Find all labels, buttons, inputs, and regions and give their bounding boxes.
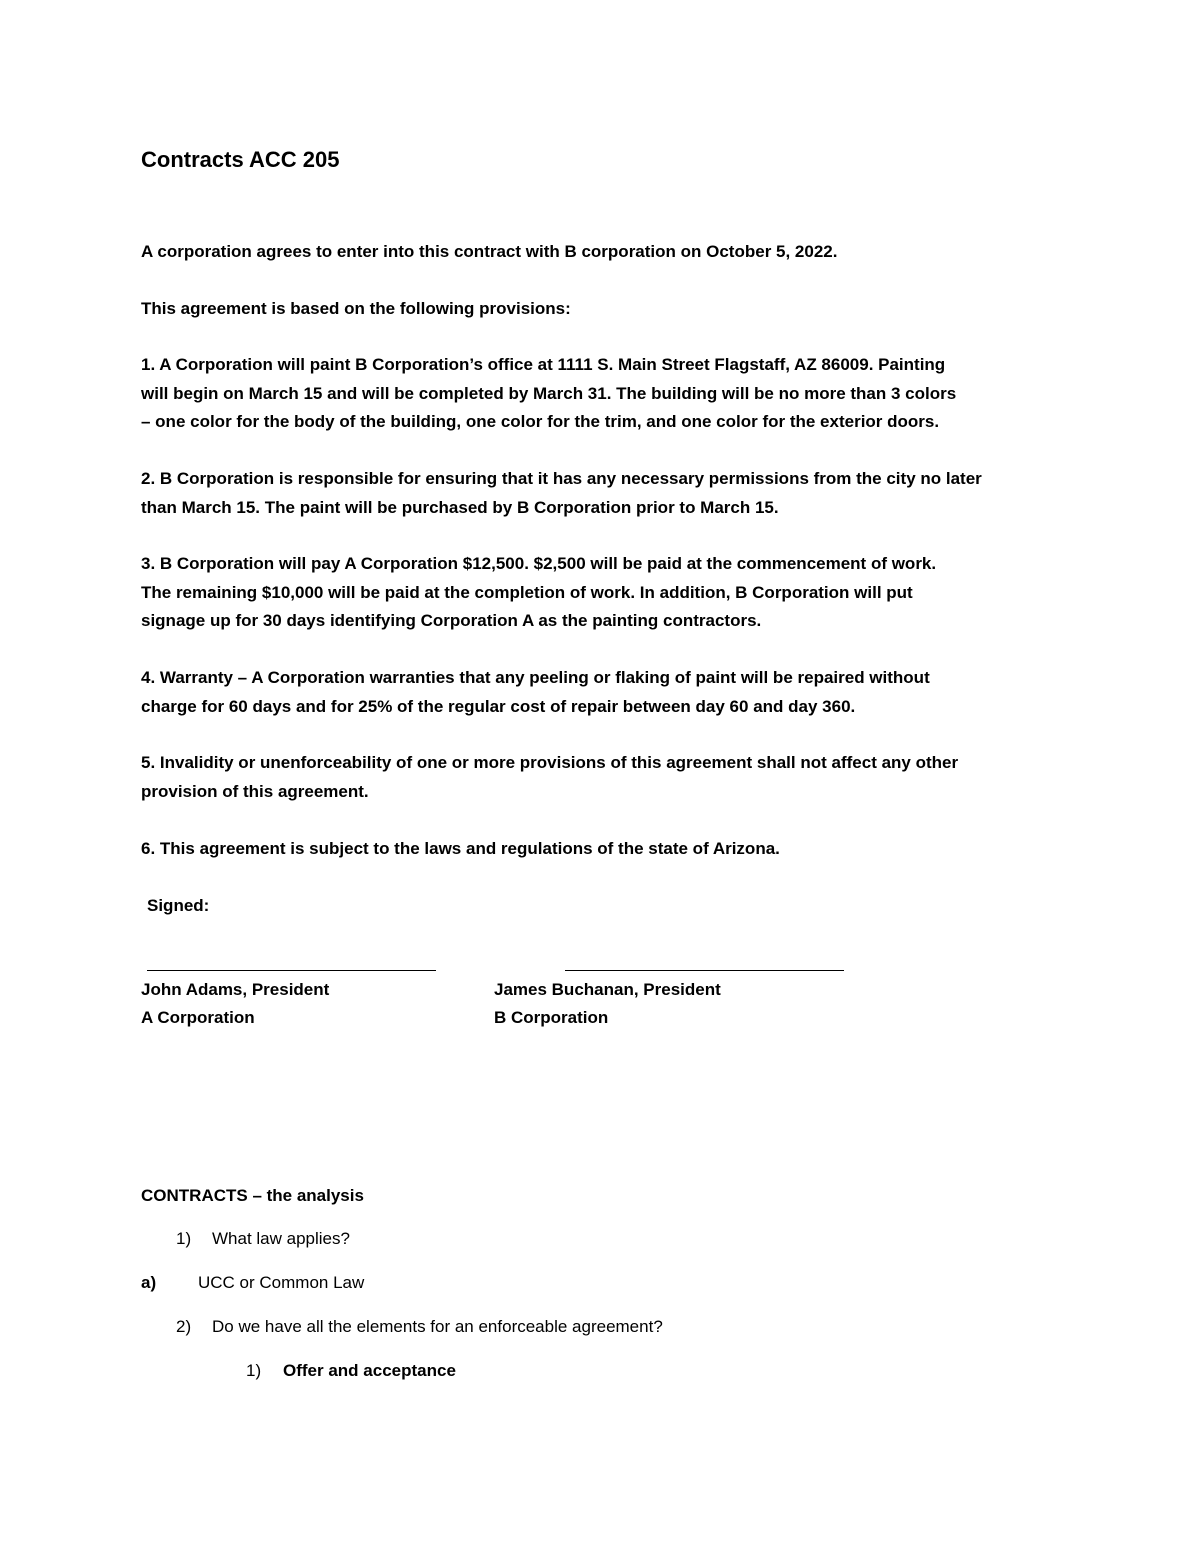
provision-3 <box>141 550 1076 636</box>
provision-6 <box>141 835 1076 864</box>
provision-3-line-3: signage up for 30 days identifying Corporation A as the painting contractors. <box>141 611 762 631</box>
analysis-subitem-1-marker: 1) <box>246 1361 262 1380</box>
intro-text: A corporation agrees to enter into this contract with B corporation on October 5, 2022. <box>141 242 838 261</box>
provision-5-line-1: 5. Invalidity or unenforceability of one or more provisions of this agreement shall not affect any other <box>141 753 959 772</box>
signatory-a-org: A Corporation <box>141 1008 255 1027</box>
provision-5-line-2: provision of this agreement. <box>141 781 369 801</box>
analysis-item-2-marker: 2) <box>176 1317 192 1336</box>
provision-1 <box>141 351 1076 437</box>
analysis-subitem-1-text: Offer and acceptance <box>283 1361 456 1380</box>
signature-line-b <box>565 970 844 971</box>
analysis-heading: CONTRACTS – the analysis <box>141 1186 364 1205</box>
signed-label: Signed: <box>147 896 210 915</box>
provision-2-line-2: than March 15. The paint will be purchased by B Corporation prior to March 15. <box>141 497 779 517</box>
signatory-b-name: James Buchanan, President <box>494 980 721 999</box>
analysis-item-1-marker: 1) <box>176 1229 192 1248</box>
analysis-item-1-text: What law applies? <box>212 1229 350 1248</box>
signatory-b-org: B Corporation <box>494 1008 609 1027</box>
provision-3-line-2: The remaining $10,000 will be paid at the completion of work. In addition, B Corporation will put <box>141 582 913 602</box>
provision-4-line-1: 4. Warranty – A Corporation warranties that any peeling or flaking of paint will be repaired without <box>141 668 930 687</box>
provision-4-line-2: charge for 60 days and for 25% of the regular cost of repair between day 60 and day 360. <box>141 696 856 716</box>
document-title: Contracts ACC 205 <box>141 147 340 172</box>
provision-2-line-1: 2. B Corporation is responsible for ensuring that it has any necessary permissions from the city no later <box>141 469 982 488</box>
analysis-item-a-marker: a) <box>141 1273 157 1292</box>
provision-5 <box>141 749 1076 806</box>
provision-6-line-1: 6. This agreement is subject to the laws and regulations of the state of Arizona. <box>141 839 780 858</box>
provision-1-line-2: will begin on March 15 and will be completed by March 31. The building will be no more than 3 colors <box>141 383 957 403</box>
provision-4 <box>141 664 1076 721</box>
provision-3-line-1: 3. B Corporation will pay A Corporation $12,500. $2,500 will be paid at the commencement of work. <box>141 554 937 573</box>
signature-line-a <box>147 970 436 971</box>
provision-1-line-1: 1. A Corporation will paint B Corporation’s office at 1111 S. Main Street Flagstaff, AZ 86009. Painting <box>141 355 946 374</box>
provision-1-line-3: – one color for the body of the building, one color for the trim, and one color for the exterior doors. <box>141 412 940 432</box>
provisions-intro: This agreement is based on the following provisions: <box>141 299 571 318</box>
signatory-a-name: John Adams, President <box>141 980 330 999</box>
analysis-item-a-text: UCC or Common Law <box>198 1273 365 1292</box>
provision-2 <box>141 465 1076 522</box>
analysis-item-2-text: Do we have all the elements for an enforceable agreement? <box>212 1317 663 1336</box>
